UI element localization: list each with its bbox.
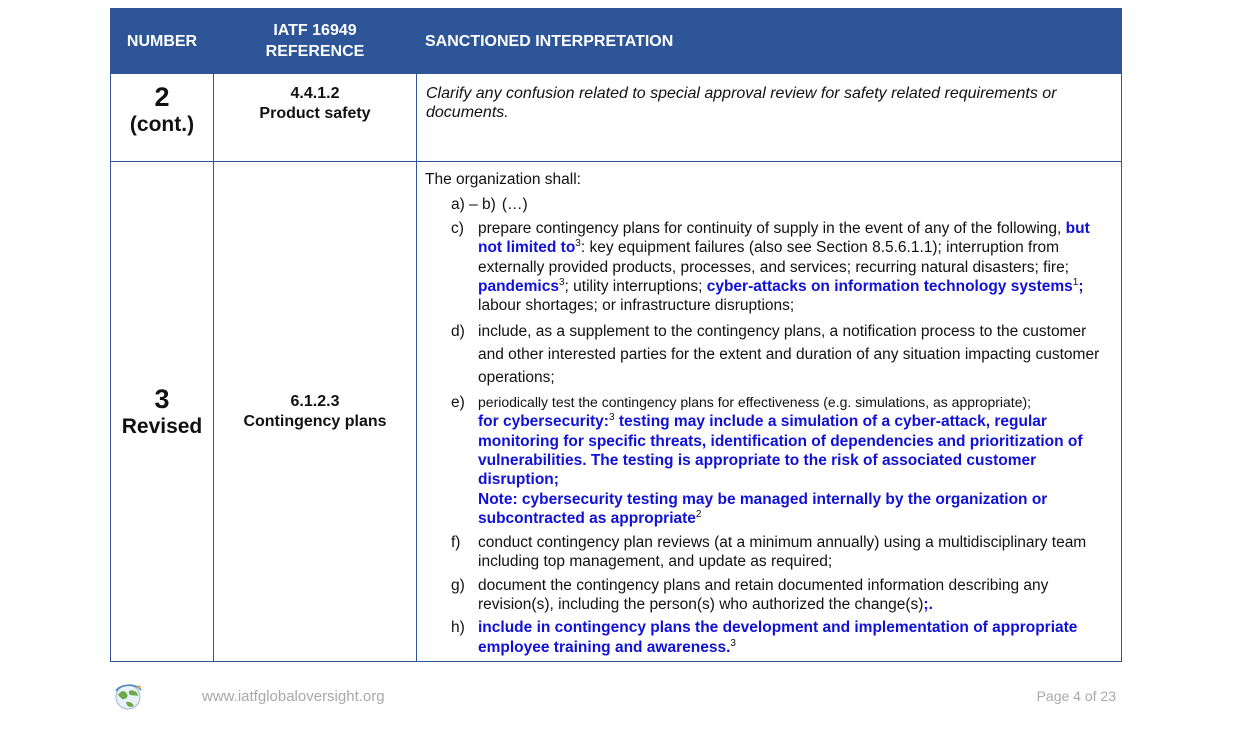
item-label: e): [451, 393, 465, 411]
row-number: 3: [154, 384, 170, 415]
requirement-intro: The organization shall:: [425, 171, 581, 188]
row-number-sub: Revised: [121, 415, 203, 439]
reference-title: Product safety: [259, 105, 371, 122]
item-label: c): [451, 219, 464, 237]
item-text: include, as a supplement to the contingency plans, a notification process to the customer and other interested parties for the extent and duration of any situation impacting customer operations;: [478, 322, 1100, 386]
interpretation-text: Clarify any confusion related to special approval review for safety related requirements or documents.: [426, 85, 1057, 121]
row-reference-cell: [214, 74, 417, 162]
list-item: [425, 195, 1113, 214]
table-row: [111, 162, 1122, 662]
header-reference: IATF 16949 REFERENCE: [214, 9, 417, 74]
item-text: conduct contingency plan reviews (at a minimum annually) using a multidisciplinary team including top management, and update as required;: [478, 533, 1087, 571]
table-header-row: [111, 9, 1122, 74]
interpretation-table: [110, 8, 1122, 662]
header-number: NUMBER: [111, 9, 214, 74]
list-item: [425, 320, 1113, 389]
row-interpretation-cell: [417, 74, 1122, 162]
footer-page-number: Page 4 of 23: [1036, 688, 1116, 704]
item-label: a) – b): [451, 196, 496, 214]
row-number-cell: [111, 74, 214, 162]
list-item: [425, 576, 1113, 615]
item-text: periodically test the contingency plans for effectiveness (e.g. simulations, as appropriate); for cybersecurity:$^3$ testing may include a simulation of a cyber-attack, regular monitoring for specific threats, identification of dependencies and prioritization of vulnerabilities. The testing is appropriate to the risk of associated customer disruption; Note: cybersecurity testing may be managed internally by the organization or subcontracted as appropriate$^2$: [478, 393, 1083, 528]
footer-website: www.iatfglobaloversight.org: [202, 688, 385, 705]
row-reference-cell: [214, 162, 417, 662]
item-label: h): [451, 619, 465, 637]
list-item: [425, 533, 1113, 572]
item-label: d): [451, 322, 465, 340]
item-label: g): [451, 576, 465, 594]
item-text: prepare contingency plans for continuity of supply in the event of any of the following, but not limited $to^3$: key equipment failures (also see Section 8.5.6.1.1); interruption from externally provided products, processes, and services; recurring natural disasters; fire; pandemics$^3$; utility interruptions; cyber-attacks on information technology systems$^1$; labour shortages; or infrastructure disruptions;: [478, 219, 1090, 315]
header-interpretation: SANCTIONED INTERPRETATION: [417, 9, 1122, 74]
item-label: f): [451, 533, 461, 551]
row-number-cell: [111, 162, 214, 662]
item-text: include in contingency plans the development and implementation of appropriate employee training and awareness.$^3$: [478, 619, 1078, 656]
reference-title: Contingency plans: [243, 412, 387, 430]
list-item: [425, 393, 1113, 529]
item-text: (…): [501, 196, 528, 214]
list-item: [425, 618, 1113, 657]
reference-code: 4.4.1.2: [290, 85, 340, 102]
list-item: [425, 219, 1113, 316]
reference-code: 6.1.2.3: [290, 392, 340, 410]
item-text: document the contingency plans and retain documented information describing any revision(s), including the person(s) who authorized the change(s);.: [478, 576, 1049, 613]
row-number-sub: (cont.): [129, 113, 195, 136]
globe-logo-icon: [112, 681, 144, 711]
row-number: 2: [154, 82, 170, 112]
table-row: [111, 74, 1122, 162]
row-interpretation-cell: [417, 162, 1122, 662]
